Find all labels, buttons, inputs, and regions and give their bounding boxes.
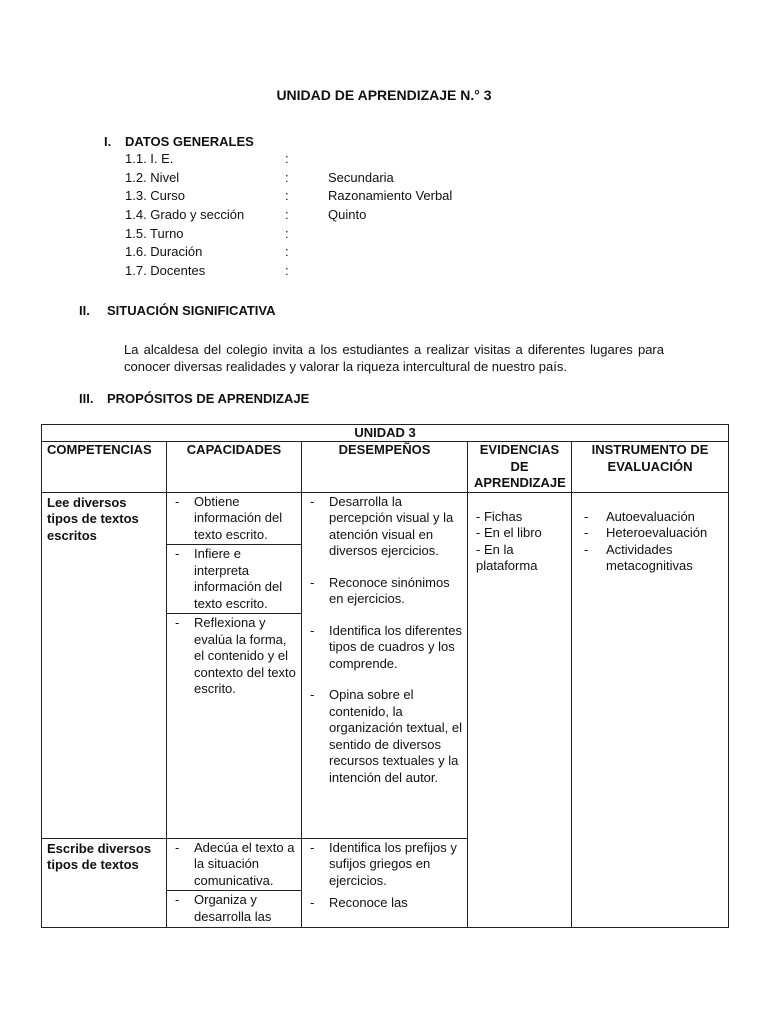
datos-generales-list	[125, 151, 545, 282]
datos-label: 1.6. Duración	[125, 244, 203, 260]
section-3-title: PROPÓSITOS DE APRENDIZAJE	[107, 391, 310, 406]
datos-separator: :	[285, 188, 289, 204]
list-item: - Desarrolla la percepción visual y la atención visual en diversos ejercicios.	[302, 494, 467, 560]
evidencia-item: - En el libro	[476, 525, 542, 540]
list-item: - Organiza y desarrolla las	[167, 892, 301, 925]
list-item: - Identifica los diferentes tipos de cuadros y los comprende.	[302, 623, 467, 673]
capacidad-item	[167, 839, 301, 892]
datos-separator: :	[285, 225, 289, 241]
list-item: - Identifica los prefijos y sufijos griegos en ejercicios.	[302, 840, 467, 890]
datos-row	[125, 263, 545, 282]
section-2-number: II.	[79, 303, 90, 318]
unit-header: UNIDAD 3	[42, 425, 729, 442]
list-item: - Opina sobre el contenido, la organización textual, el sentido de diversos recursos textuales y la intención del autor.	[302, 687, 467, 786]
desempenos-cell	[302, 838, 468, 927]
list-item: - Reconoce sinónimos en ejercicios.	[302, 575, 467, 608]
desempenos-cell	[302, 492, 468, 838]
datos-label: 1.7. Docentes	[125, 263, 206, 279]
list-item: - Actividades metacognitivas	[572, 542, 728, 575]
capacidades-cell	[167, 838, 302, 927]
datos-separator: :	[285, 244, 289, 260]
datos-separator: :	[285, 263, 289, 279]
capacidad-item	[167, 891, 301, 926]
datos-row	[125, 188, 545, 207]
list-item: - Infiere e interpreta información del texto escrito.	[167, 546, 301, 612]
header-evidencias: EVIDENCIAS DE APRENDIZAJE	[468, 442, 572, 493]
datos-label: 1.5. Turno	[125, 225, 184, 241]
datos-label: 1.1. I. E.	[125, 151, 174, 166]
datos-separator: :	[285, 151, 289, 166]
instrumentos-cell	[572, 492, 729, 927]
datos-row	[125, 207, 545, 226]
datos-row	[125, 244, 545, 263]
datos-value: Quinto	[328, 207, 367, 223]
datos-label: 1.4. Grado y sección	[125, 207, 245, 223]
evidencia-item: - Fichas	[476, 508, 523, 524]
capacidad-item	[167, 545, 301, 614]
document-title: UNIDAD DE APRENDIZAJE N.° 3	[276, 87, 492, 103]
datos-value: Razonamiento Verbal	[328, 188, 453, 204]
list-item: - Autoevaluación	[572, 509, 728, 526]
list-item: - Adecúa el texto a la situación comunicativa.	[167, 840, 301, 890]
table-row	[42, 492, 729, 838]
propositos-table	[41, 424, 729, 928]
header-competencias: COMPETENCIAS	[42, 442, 167, 493]
list-item: - Reconoce las	[302, 895, 467, 912]
situacion-paragraph: La alcaldesa del colegio invita a los estudiantes a realizar visitas a diferentes lugares para conocer diversas realidades y valorar la riqueza intercultural de nuestro país.	[124, 342, 664, 374]
datos-row	[125, 151, 545, 170]
datos-separator: :	[285, 169, 289, 185]
capacidad-item	[167, 614, 301, 699]
header-desempenos: DESEMPEÑOS	[302, 442, 468, 493]
datos-row	[125, 170, 545, 189]
section-1-number: I.	[104, 134, 112, 149]
evidencia-item: - En la plataforma	[476, 541, 538, 573]
section-2-title: SITUACIÓN SIGNIFICATIVA	[107, 303, 276, 318]
header-capacidades: CAPACIDADES	[167, 442, 302, 493]
capacidades-cell	[167, 492, 302, 838]
datos-separator: :	[285, 207, 289, 223]
datos-value: Secundaria	[328, 169, 394, 185]
evidencias-cell	[468, 492, 572, 927]
capacidad-item	[167, 493, 301, 546]
datos-row	[125, 226, 545, 245]
list-item: - Reflexiona y evalúa la forma, el contenido y el contexto del texto escrito.	[167, 615, 301, 698]
list-item: - Heteroevaluación	[572, 525, 728, 542]
header-instrumento: INSTRUMENTO DE EVALUACIÓN	[572, 442, 729, 493]
datos-label: 1.3. Curso	[125, 188, 185, 204]
section-3-number: III.	[79, 391, 94, 406]
competencia-cell: Escribe diversos tipos de textos	[42, 838, 167, 927]
section-1-title: DATOS GENERALES	[125, 134, 254, 149]
list-item: - Obtiene información del texto escrito.	[167, 494, 301, 544]
datos-label: 1.2. Nivel	[125, 169, 180, 185]
competencia-cell: Lee diversos tipos de textos escritos	[42, 492, 167, 838]
